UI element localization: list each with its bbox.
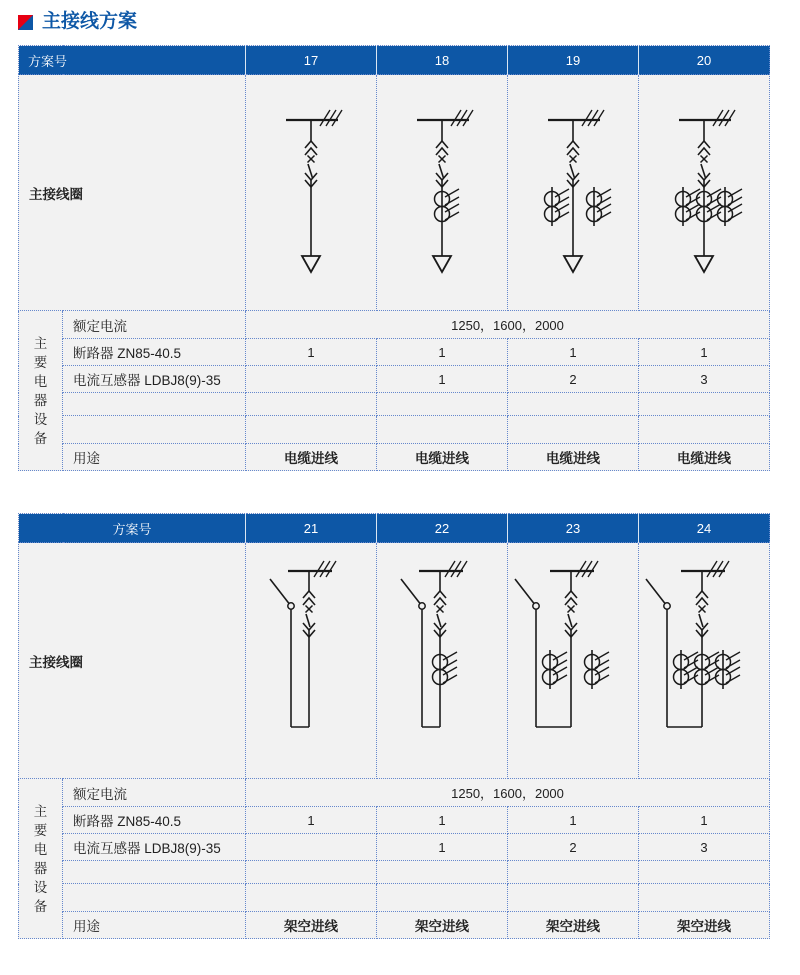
scheme-number: 24 [639,514,770,543]
empty-cell [63,861,246,884]
rated-current-value: 1250，1600，2000 [246,311,770,339]
equipment-group-cell [19,311,63,471]
page-title: 主接线方案 [42,11,138,32]
scheme-number: 22 [377,514,508,543]
usage-value: 架空进线 [377,912,508,939]
empty-cell [377,861,508,884]
single-line-diagram [639,543,769,778]
single-line-diagram [508,543,638,778]
single-line-diagram [246,543,376,778]
scheme-number: 17 [246,46,377,75]
row-label-breaker: 断路器 ZN85-40.5 [63,807,246,834]
empty-row [19,416,770,444]
equipment-group-label: 主要电器设备 [33,335,48,446]
empty-cell [639,393,770,416]
single-line-diagram [246,75,376,310]
row-label-usage: 用途 [63,912,246,939]
breaker-qty: 1 [377,807,508,834]
scheme-no-header: 方案号 [19,514,246,543]
usage-value: 架空进线 [246,912,377,939]
breaker-qty: 1 [508,807,639,834]
empty-cell [639,416,770,444]
usage-value: 电缆进线 [377,444,508,471]
row-label-breaker: 断路器 ZN85-40.5 [63,339,246,366]
breaker-row [19,807,770,834]
ct-qty: 2 [508,366,639,393]
breaker-qty: 1 [508,339,639,366]
usage-row [19,912,770,939]
rated-current-row [19,779,770,807]
breaker-qty: 1 [639,339,770,366]
single-line-diagram [377,75,507,310]
breaker-qty: 1 [246,339,377,366]
breaker-row [19,339,770,366]
ct-qty [246,366,377,393]
empty-cell [508,393,639,416]
equipment-group-cell [19,779,63,939]
empty-cell [639,861,770,884]
breaker-qty: 1 [639,807,770,834]
empty-cell [639,884,770,912]
empty-cell [63,393,246,416]
usage-value: 架空进线 [639,912,770,939]
row-label-ct: 电流互感器 LDBJ8(9)-35 [63,834,246,861]
empty-cell [63,884,246,912]
rated-current-row [19,311,770,339]
table-header-row [19,514,770,543]
scheme-table-17-20 [18,45,770,471]
diagram-cell [377,75,508,311]
scheme-number: 21 [246,514,377,543]
row-label-ct: 电流互感器 LDBJ8(9)-35 [63,366,246,393]
diagram-row-label: 主接线圈 [19,75,246,311]
row-label-rated-current: 额定电流 [63,311,246,339]
ct-row [19,834,770,861]
equipment-group-label: 主要电器设备 [33,803,48,914]
usage-row [19,444,770,471]
single-line-diagram [508,75,638,310]
empty-cell [508,884,639,912]
diagram-cell [639,543,770,779]
empty-cell [377,393,508,416]
diagram-cell [377,543,508,779]
ct-qty: 3 [639,834,770,861]
empty-cell [63,416,246,444]
scheme-number: 23 [508,514,639,543]
scheme-no-header: 方案号 [19,46,246,75]
diagram-cell [508,543,639,779]
single-line-diagram [639,75,769,310]
scheme-number: 19 [508,46,639,75]
ct-qty: 1 [377,366,508,393]
row-label-usage: 用途 [63,444,246,471]
empty-cell [508,861,639,884]
usage-value: 电缆进线 [508,444,639,471]
usage-value: 电缆进线 [246,444,377,471]
row-label-rated-current: 额定电流 [63,779,246,807]
ct-qty: 1 [377,834,508,861]
diagram-row [19,75,770,311]
ct-qty: 2 [508,834,639,861]
empty-cell [246,884,377,912]
table-header-row [19,46,770,75]
single-line-diagram [377,543,507,778]
diagram-row-label: 主接线圈 [19,543,246,779]
diagram-cell [639,75,770,311]
scheme-table-21-24 [18,513,770,939]
breaker-qty: 1 [377,339,508,366]
diagram-cell [246,543,377,779]
breaker-qty: 1 [246,807,377,834]
empty-row [19,393,770,416]
empty-row [19,884,770,912]
usage-value: 架空进线 [508,912,639,939]
scheme-number: 18 [377,46,508,75]
rated-current-value: 1250，1600，2000 [246,779,770,807]
section-header [18,12,800,32]
empty-cell [246,393,377,416]
empty-cell [377,416,508,444]
empty-cell [246,861,377,884]
empty-cell [246,416,377,444]
ct-qty [246,834,377,861]
scheme-number: 20 [639,46,770,75]
empty-cell [508,416,639,444]
corner-split-icon [18,15,33,30]
usage-value: 电缆进线 [639,444,770,471]
ct-row [19,366,770,393]
empty-cell [377,884,508,912]
ct-qty: 3 [639,366,770,393]
empty-row [19,861,770,884]
diagram-cell [246,75,377,311]
diagram-cell [508,75,639,311]
diagram-row [19,543,770,779]
